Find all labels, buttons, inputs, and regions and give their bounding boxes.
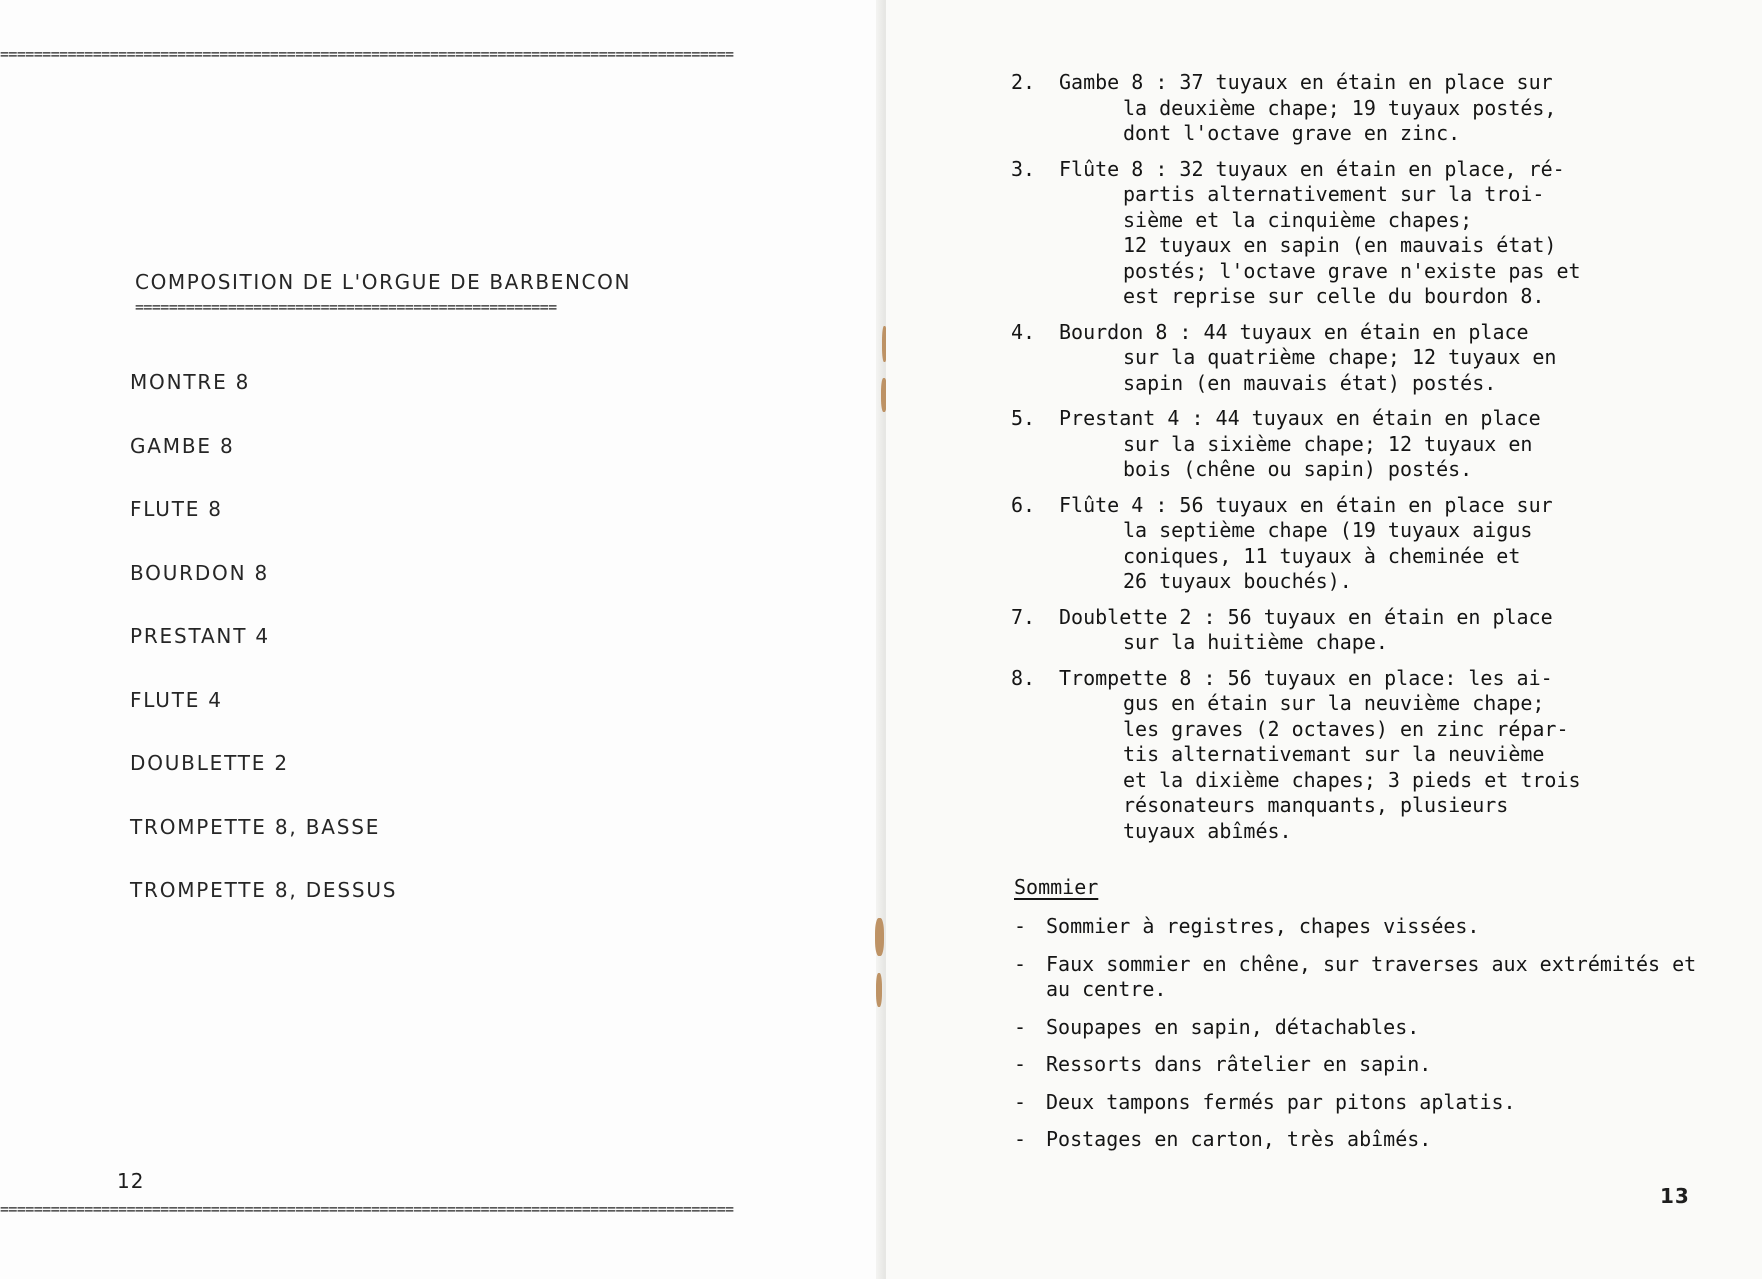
stop-item: DOUBLETTE 2 (130, 751, 289, 775)
entry-text: Flûte 4 : 56 tuyaux en étain en place sur la septième chape (19 tuyaux aigus coniques, 11 tuyaux à cheminée et 26 tuyaux bouchés). (1059, 492, 1553, 593)
stop-description-list (1011, 70, 1711, 854)
entry-number: 4. (1011, 319, 1036, 344)
title-underline: ================================================== (135, 299, 557, 315)
entry-number: 3. (1011, 156, 1036, 181)
entry-text: Trompette 8 : 56 tuyaux en place: les ai- gus en étain sur la neuvième chape; les graves (2 octaves) en zinc répar- tis alternativemant sur la neuvième et la dixième chapes; 3 pieds et trois résonateurs manquants, plusieurs tuyaux abîmés. (1059, 665, 1581, 843)
bullet-dash: - (1014, 1052, 1027, 1076)
stop-item: TROMPETTE 8, BASSE (130, 814, 381, 839)
entry-text: Prestant 4 : 44 tuyaux en étain en place sur la sixième chape; 12 tuyaux en bois (chêne ou sapin) postés. (1059, 406, 1541, 481)
rust-stain (876, 973, 882, 1007)
list-item (1014, 1052, 1714, 1078)
entry-text: Bourdon 8 : 44 tuyaux en étain en place sur la quatrième chape; 12 tuyaux en sapin (en mauvais état) postés. (1059, 319, 1557, 395)
rust-stain (875, 918, 884, 956)
stop-item: MONTRE 8 (130, 370, 251, 394)
stop-description (1011, 70, 1711, 147)
bullet-dash: - (1014, 1089, 1027, 1114)
stop-item: GAMBE 8 (130, 433, 235, 458)
bottom-rule: ======================================================================================= (0, 1201, 734, 1217)
entry-text: Flûte 8 : 32 tuyaux en étain en place, ré- partis alternativement sur la troi- sième et la cinquième chapes; 12 tuyaux en sapin (en mauvais état) postés; l'octave grave n'existe pas et est reprise sur celle du bourdon 8. (1059, 156, 1581, 308)
page-number-left: 12 (117, 1169, 145, 1193)
stop-list (130, 370, 397, 942)
stop-description (1011, 493, 1711, 595)
list-item (1014, 1127, 1714, 1153)
stop-description (1011, 320, 1711, 397)
bullet-dash: - (1014, 1127, 1027, 1151)
entry-text: Gambe 8 : 37 tuyaux en étain en place sur la deuxième chape; 19 tuyaux postés, dont l'octave grave en zinc. (1059, 70, 1557, 145)
section-heading-sommier: Sommier (1014, 875, 1099, 899)
stop-item: TROMPETTE 8, DESSUS (130, 878, 398, 902)
entry-number: 8. (1011, 665, 1036, 690)
entry-number: 7. (1011, 604, 1036, 629)
list-item (1014, 1090, 1714, 1116)
list-item-text: Faux sommier en chêne, sur traverses aux extrémités et au centre. (1046, 951, 1697, 1001)
stop-description (1011, 406, 1711, 483)
stop-item: FLUTE 8 (130, 497, 223, 521)
list-item-text: Postages en carton, très abîmés. (1046, 1127, 1432, 1151)
entry-text: Doublette 2 : 56 tuyaux en étain en place sur la huitième chape. (1059, 604, 1553, 654)
list-item-text: Soupapes en sapin, détachables. (1046, 1014, 1420, 1039)
bullet-dash: - (1014, 1014, 1027, 1039)
list-item-text: Deux tampons fermés par pitons aplatis. (1046, 1089, 1516, 1114)
page-number-right: 13 (1660, 1184, 1690, 1208)
sommier-list (1014, 914, 1714, 1165)
list-item (1014, 914, 1714, 940)
top-rule: ======================================================================================= (0, 46, 734, 62)
stop-description (1011, 666, 1711, 845)
stop-description (1011, 157, 1711, 310)
bullet-dash: - (1014, 914, 1027, 938)
stop-item: PRESTANT 4 (130, 624, 270, 648)
stop-description (1011, 605, 1711, 656)
entry-number: 5. (1011, 406, 1036, 430)
entry-number: 6. (1011, 492, 1036, 517)
bullet-dash: - (1014, 951, 1027, 976)
stop-item: FLUTE 4 (130, 687, 223, 712)
page-title: COMPOSITION DE L'ORGUE DE BARBENCON (135, 270, 632, 294)
list-item (1014, 1015, 1714, 1041)
list-item-text: Ressorts dans râtelier en sapin. (1046, 1052, 1432, 1076)
list-item-text: Sommier à registres, chapes vissées. (1046, 914, 1480, 938)
entry-number: 2. (1011, 70, 1036, 94)
list-item (1014, 952, 1714, 1003)
stop-item: BOURDON 8 (130, 560, 270, 585)
